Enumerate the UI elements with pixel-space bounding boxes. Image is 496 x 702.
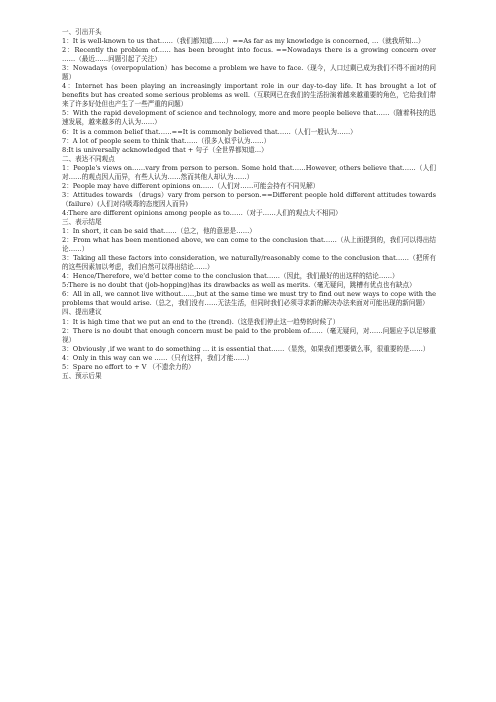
section-heading: 三、表示结尾 [62, 217, 102, 226]
phrase-entry: 3：Obviously ,if we want to do something … it is essential that……（显然，如果我们想要做么事，很重要的是……） [62, 344, 430, 353]
section-heading: 四、提出建议 [62, 308, 102, 317]
phrase-entry: 1：People's views on……vary from person to person. Some hold that……However, others believe that……（人们对……的观点因人而异，有些人认为……然而其他人却认为……） [62, 163, 436, 181]
phrase-entry: 4：Only in this way can we ……（只有这样，我们才能……） [62, 353, 254, 362]
phrase-entry: 6：All in all, we cannot live without……,but at the same time we must try to find out new ways to cope with the problems that would arise.（总之，我们没有……无法生活，但同时我们必须寻求新的解决办法来面对可能出现的新问题） [62, 290, 436, 308]
phrase-entry: 1：It is high time that we put an end to the (trend).（这是我们停止这一趋势的时候了） [62, 317, 340, 326]
phrase-entry: 3：Taking all these factors into consideration, we naturally/reasonably come to the conclusion that……（把所有的这些因素加以考虑，我们自然可以得出结论……） [62, 254, 436, 272]
section-heading: 五、预示后果 [62, 371, 102, 380]
phrase-entry: 8:It is universally acknowledged that + 句子（全世界都知道...） [62, 145, 268, 154]
section-heading: 二、表达不同观点 [62, 154, 115, 163]
phrase-entry: 5：Spare no effort to + V （不遗余力的） [62, 362, 195, 371]
phrase-entry: 3：Attitudes towards （drugs）vary from person to person.==Different people hold different attitudes towards（failure）(人们对待吸毒的态度因人而异) [62, 190, 436, 208]
phrase-entry: 1：In short, it can be said that……（总之，他的意思是……） [62, 227, 256, 236]
phrase-entry: 2：There is no doubt that enough concern must be paid to the problem of……（毫无疑问，对……问题应予以足够重视） [62, 326, 436, 344]
phrase-entry: 6：It is a common belief that……==It is commonly believed that……（人们一般认为……） [62, 127, 357, 136]
phrase-entry: 2：Recently the problem of…… has been brought into focus. ==Nowadays there is a growing concern over ……（最近……问题引起了关注） [62, 46, 436, 64]
phrase-entry: 2：From what has been mentioned above, we can come to the conclusion that……（从上面提到的，我们可以得出结论……） [62, 236, 436, 254]
phrase-entry: 1：It is well-known to us that……（我们都知道……）==As far as my knowledge is concerned, …（就我所知…） [62, 37, 425, 46]
section-heading: 一、引出开头 [62, 28, 102, 36]
phrase-entry: 7：A lot of people seem to think that……（很多人似乎认为……） [62, 136, 271, 145]
phrase-entry: 4:There are different opinions among people as to……（对于……人们的观点大不相同） [62, 208, 342, 217]
phrase-entry: 5：With the rapid development of science and technology, more and more people believe that……（随着科技的迅速发展，越来越多的人认为……） [62, 109, 436, 127]
phrase-entry: 5:There is no doubt that (job-hopping)has its drawbacks as well as merits.（毫无疑问，跳槽有优点也有缺点） [62, 281, 416, 290]
phrase-entry: 2：People may have different opinions on……（人们对……可能会持有不同见解） [62, 181, 320, 190]
phrase-entry: 4：Internet has been playing an increasingly important role in our day-to-day life. It has brought a lot of benefits but has created some serious problems as well.（互联网已在我们的生活扮演着越来越重要的角色，它给我们带来了许多好处但也产生了一些严重的问题） [62, 82, 436, 109]
phrase-entry: 3：Nowadays（overpopulation）has become a problem we have to face.（现今，人口过剩已成为我们不得不面对的问题） [62, 64, 436, 82]
phrase-entry: 4：Hence/Therefore, we'd better come to the conclusion that……（因此，我们最好的出这样的结论……） [62, 272, 399, 281]
document-body [62, 28, 436, 381]
